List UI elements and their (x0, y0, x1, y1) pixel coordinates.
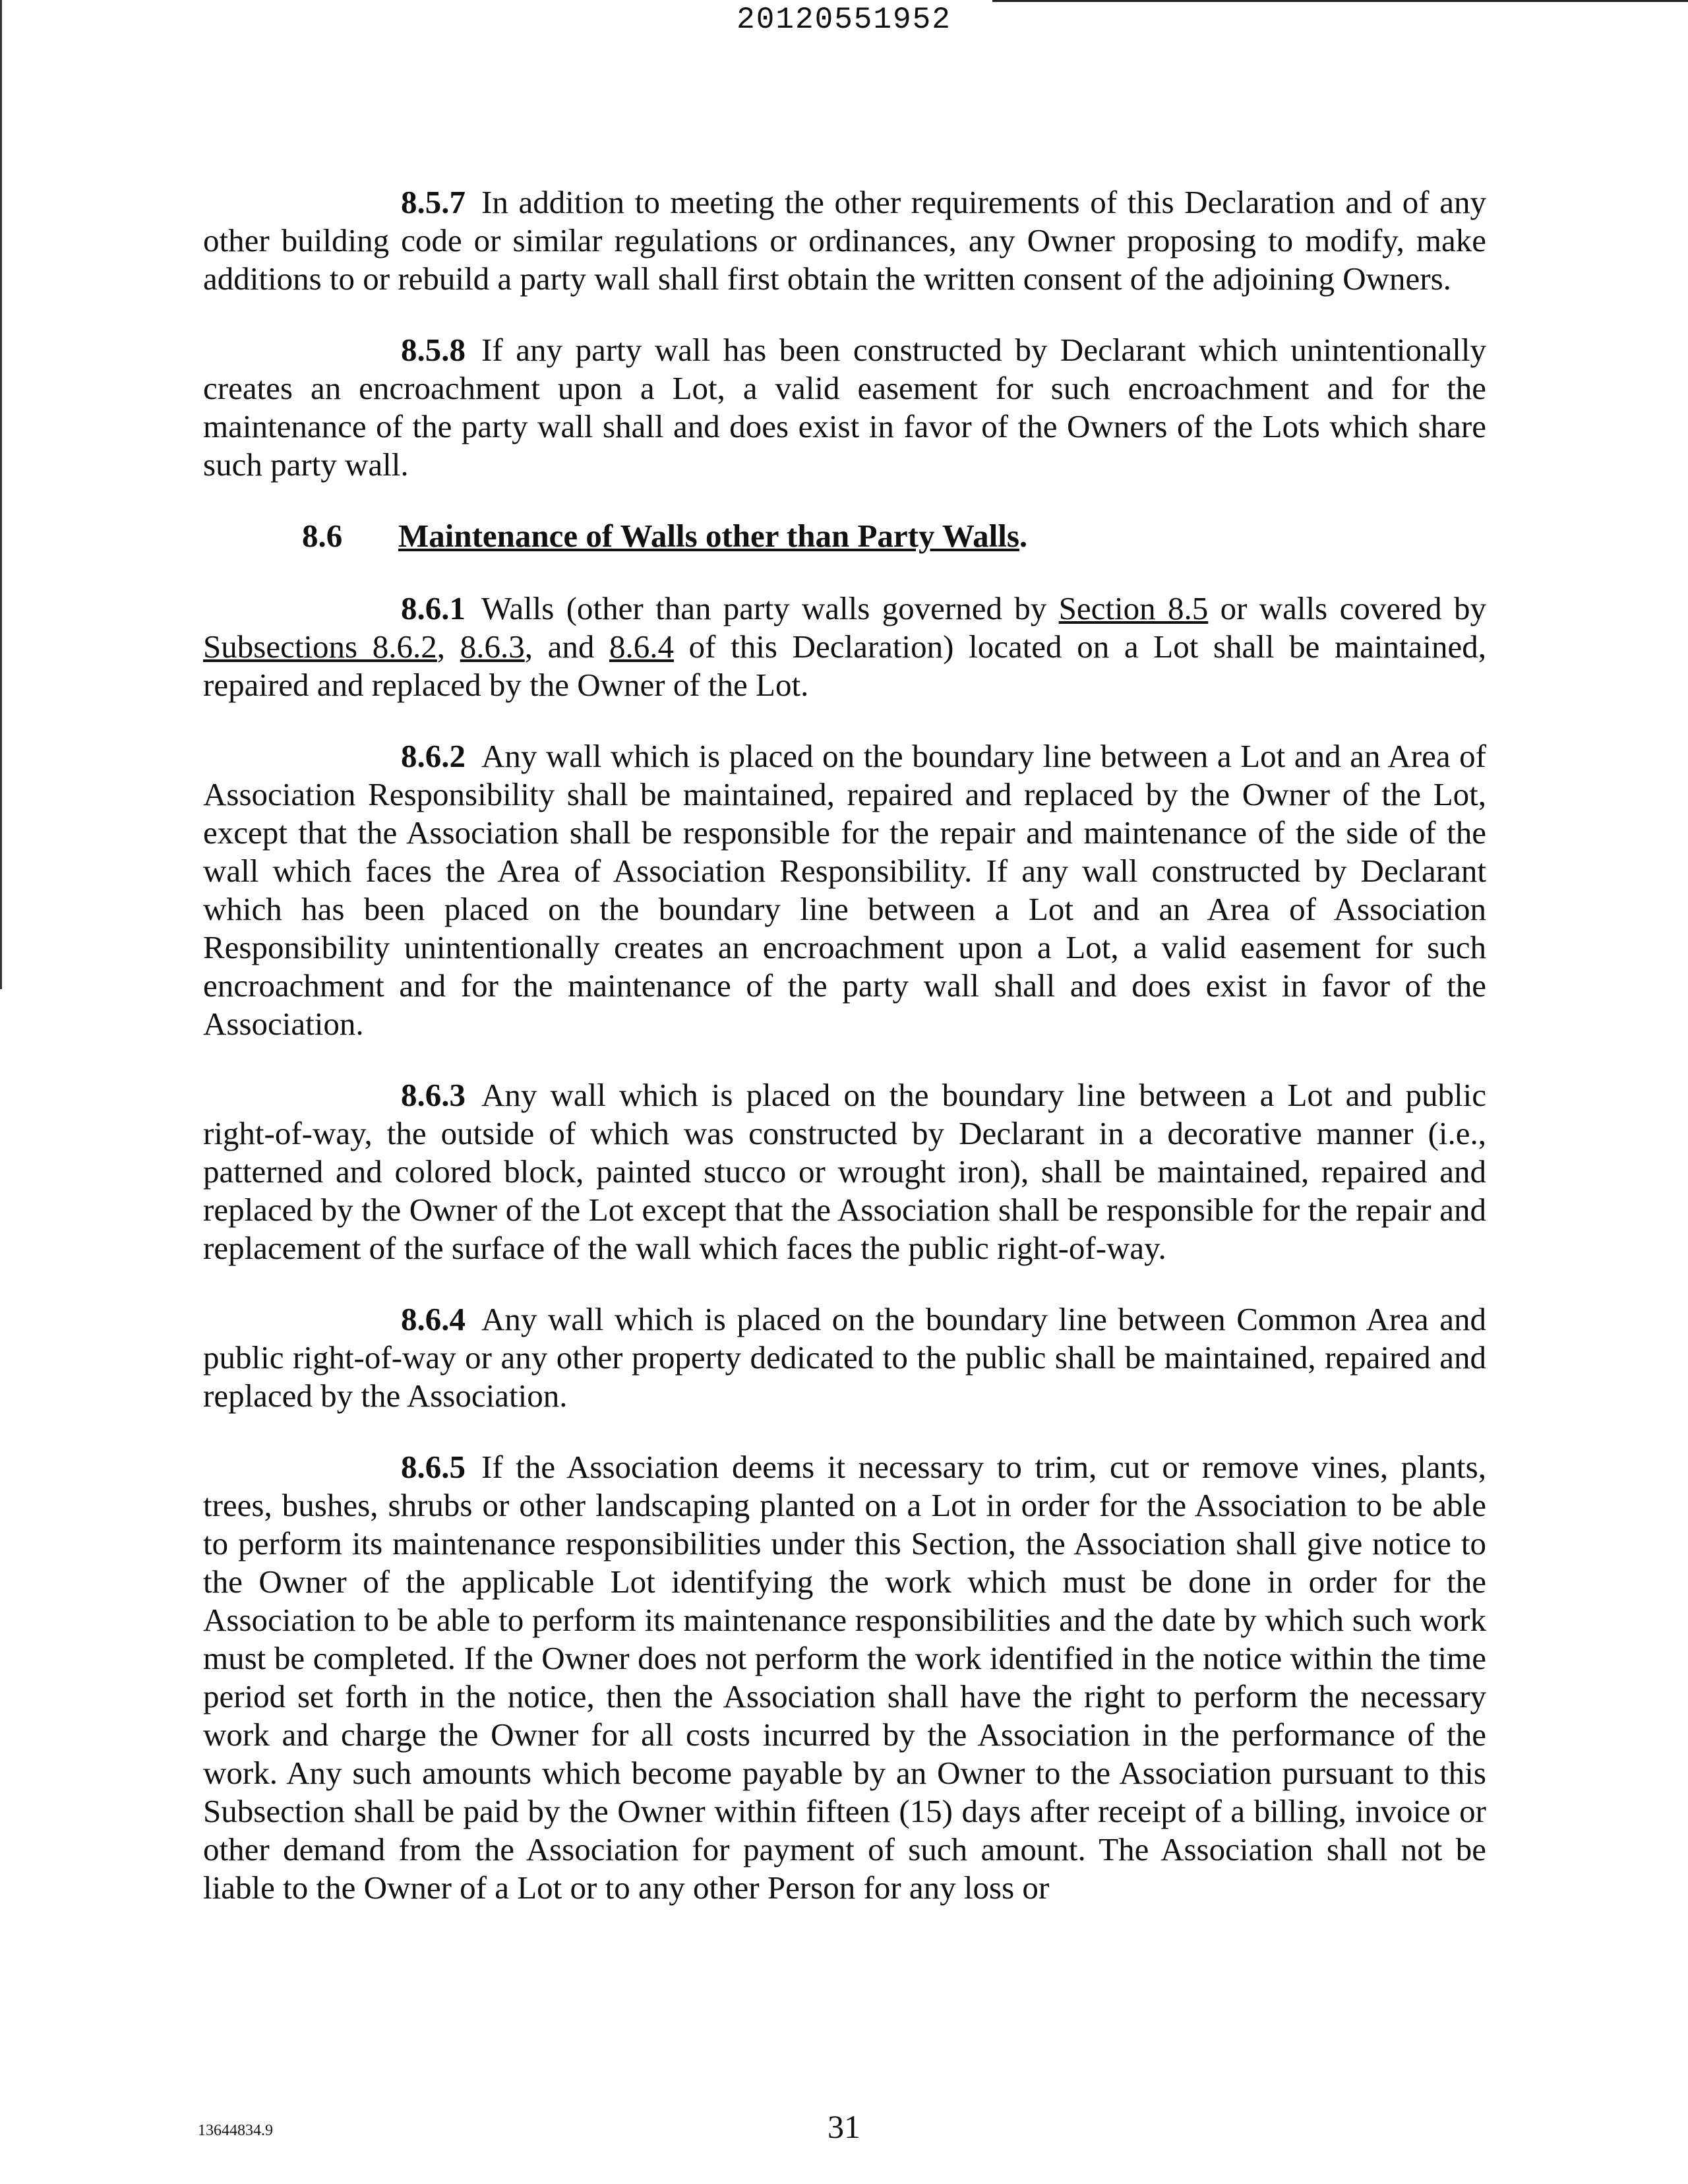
paragraph-8-6-2 (203, 737, 1486, 1043)
cross-reference-subsection-8-6-3: 8.6.3 (460, 628, 525, 665)
recording-number: 20120551952 (737, 3, 951, 37)
paragraph-text: Any wall which is placed on the boundary line between a Lot and public right-of-way, the outside of which was constructed by Declarant in a decorative manner (i.e., patterned and colored block, painted stucco or wrought iron), shall be maintained, repaired and replaced by the Owner of the Lot except that the Association shall be responsible for the repair and replacement of the surface of the wall which faces the public right-of-way. (203, 1077, 1486, 1266)
paragraph-text: of this Declaration) located on a Lot shall be maintained, repaired and replaced by the Owner of the Lot. (203, 628, 1487, 703)
paragraph-text: If any party wall has been constructed by Declarant which unintentionally creates an encroachment upon a Lot, a valid easement for such encroachment and for the maintenance of the party wall shall and does exist in favor of the Owners of the Lots which share such party wall. (203, 332, 1486, 483)
paragraph-number: 8.6.4 (401, 1301, 466, 1337)
paragraph-text: Any wall which is placed on the boundary line between Common Area and public right-of-way or any other property dedicated to the public shall be maintained, repaired and replaced by the Association. (203, 1301, 1486, 1414)
footer-document-id: 13644834.9 (198, 2122, 273, 2139)
paragraph-text: In addition to meeting the other requirements of this Declaration and of any other building code or similar regulations or ordinances, any Owner proposing to modify, make additions to or rebuild a party wall shall first obtain the written consent of the adjoining Owners. (203, 184, 1486, 297)
paragraph-8-6-3 (203, 1076, 1486, 1267)
paragraph-8-6-1 (203, 590, 1486, 704)
paragraph-text: or walls covered by (1208, 590, 1487, 626)
section-number: 8.6 (302, 518, 343, 554)
separator: , and (524, 628, 609, 665)
paragraph-text: If the Association deems it necessary to trim, cut or remove vines, plants, trees, bushes, shrubs or other landscaping planted on a Lot in order for the Association to be able to perform its maintenance responsibilities under this Section, the Association shall give notice to the Owner of the applicable Lot identifying the work which must be done in order for the Association to be able to perform its maintenance responsibilities and the date by which such work must be completed. If the Owner does not perform the work identified in the notice within the time period set forth in the notice, then the Association shall have the right to perform the necessary work and charge the Owner for all costs incurred by the Association in the performance of the work. Any such amounts which become payable by an Owner to the Association pursuant to this Subsection shall be paid by the Owner within fifteen (15) days after receipt of a billing, invoice or other demand from the Association for payment of such amount. The Association shall not be liable to the Owner of a Lot or to any other Person for any loss or (203, 1449, 1486, 1906)
paragraph-number: 8.6.2 (401, 738, 466, 774)
paragraph-8-5-8 (203, 331, 1486, 484)
section-title-period: . (1019, 518, 1028, 554)
paragraph-number: 8.5.8 (401, 332, 466, 368)
cross-reference-section-8-5: Section 8.5 (1058, 590, 1209, 626)
page-number: 31 (828, 2108, 860, 2145)
cross-reference-subsection-8-6-4: 8.6.4 (609, 628, 674, 665)
paragraph-number: 8.6.1 (401, 590, 466, 626)
paragraph-8-5-7 (203, 183, 1486, 298)
paragraph-number: 8.5.7 (401, 184, 466, 220)
paragraph-number: 8.6.5 (401, 1449, 466, 1485)
top-rule (992, 0, 1688, 2)
paragraph-8-6-4 (203, 1300, 1486, 1415)
section-title: Maintenance of Walls other than Party Walls (398, 518, 1019, 554)
separator: , (437, 628, 460, 665)
paragraph-8-6-5 (203, 1448, 1486, 1907)
left-scan-mark (0, 811, 2, 851)
cross-reference-subsection-8-6-2: Subsections 8.6.2 (203, 628, 437, 665)
document-body (203, 183, 1486, 1907)
left-scan-mark (0, 910, 2, 936)
paragraph-text: Any wall which is placed on the boundary line between a Lot and an Area of Association Responsibility shall be maintained, repaired and replaced by the Owner of the Lot, except that the Association shall be responsible for the repair and maintenance of the side of the wall which faces the Area of Association Responsibility. If any wall constructed by Declarant which has been placed on the boundary line between a Lot and an Area of Association Responsibility unintentionally creates an encroachment upon a Lot, a valid easement for such encroachment and for the maintenance of the party wall shall and does exist in favor of the Association. (203, 738, 1486, 1042)
paragraph-number: 8.6.3 (401, 1077, 466, 1113)
paragraph-text: Walls (other than party walls governed by (481, 590, 1059, 626)
section-heading-8-6 (203, 517, 1486, 555)
